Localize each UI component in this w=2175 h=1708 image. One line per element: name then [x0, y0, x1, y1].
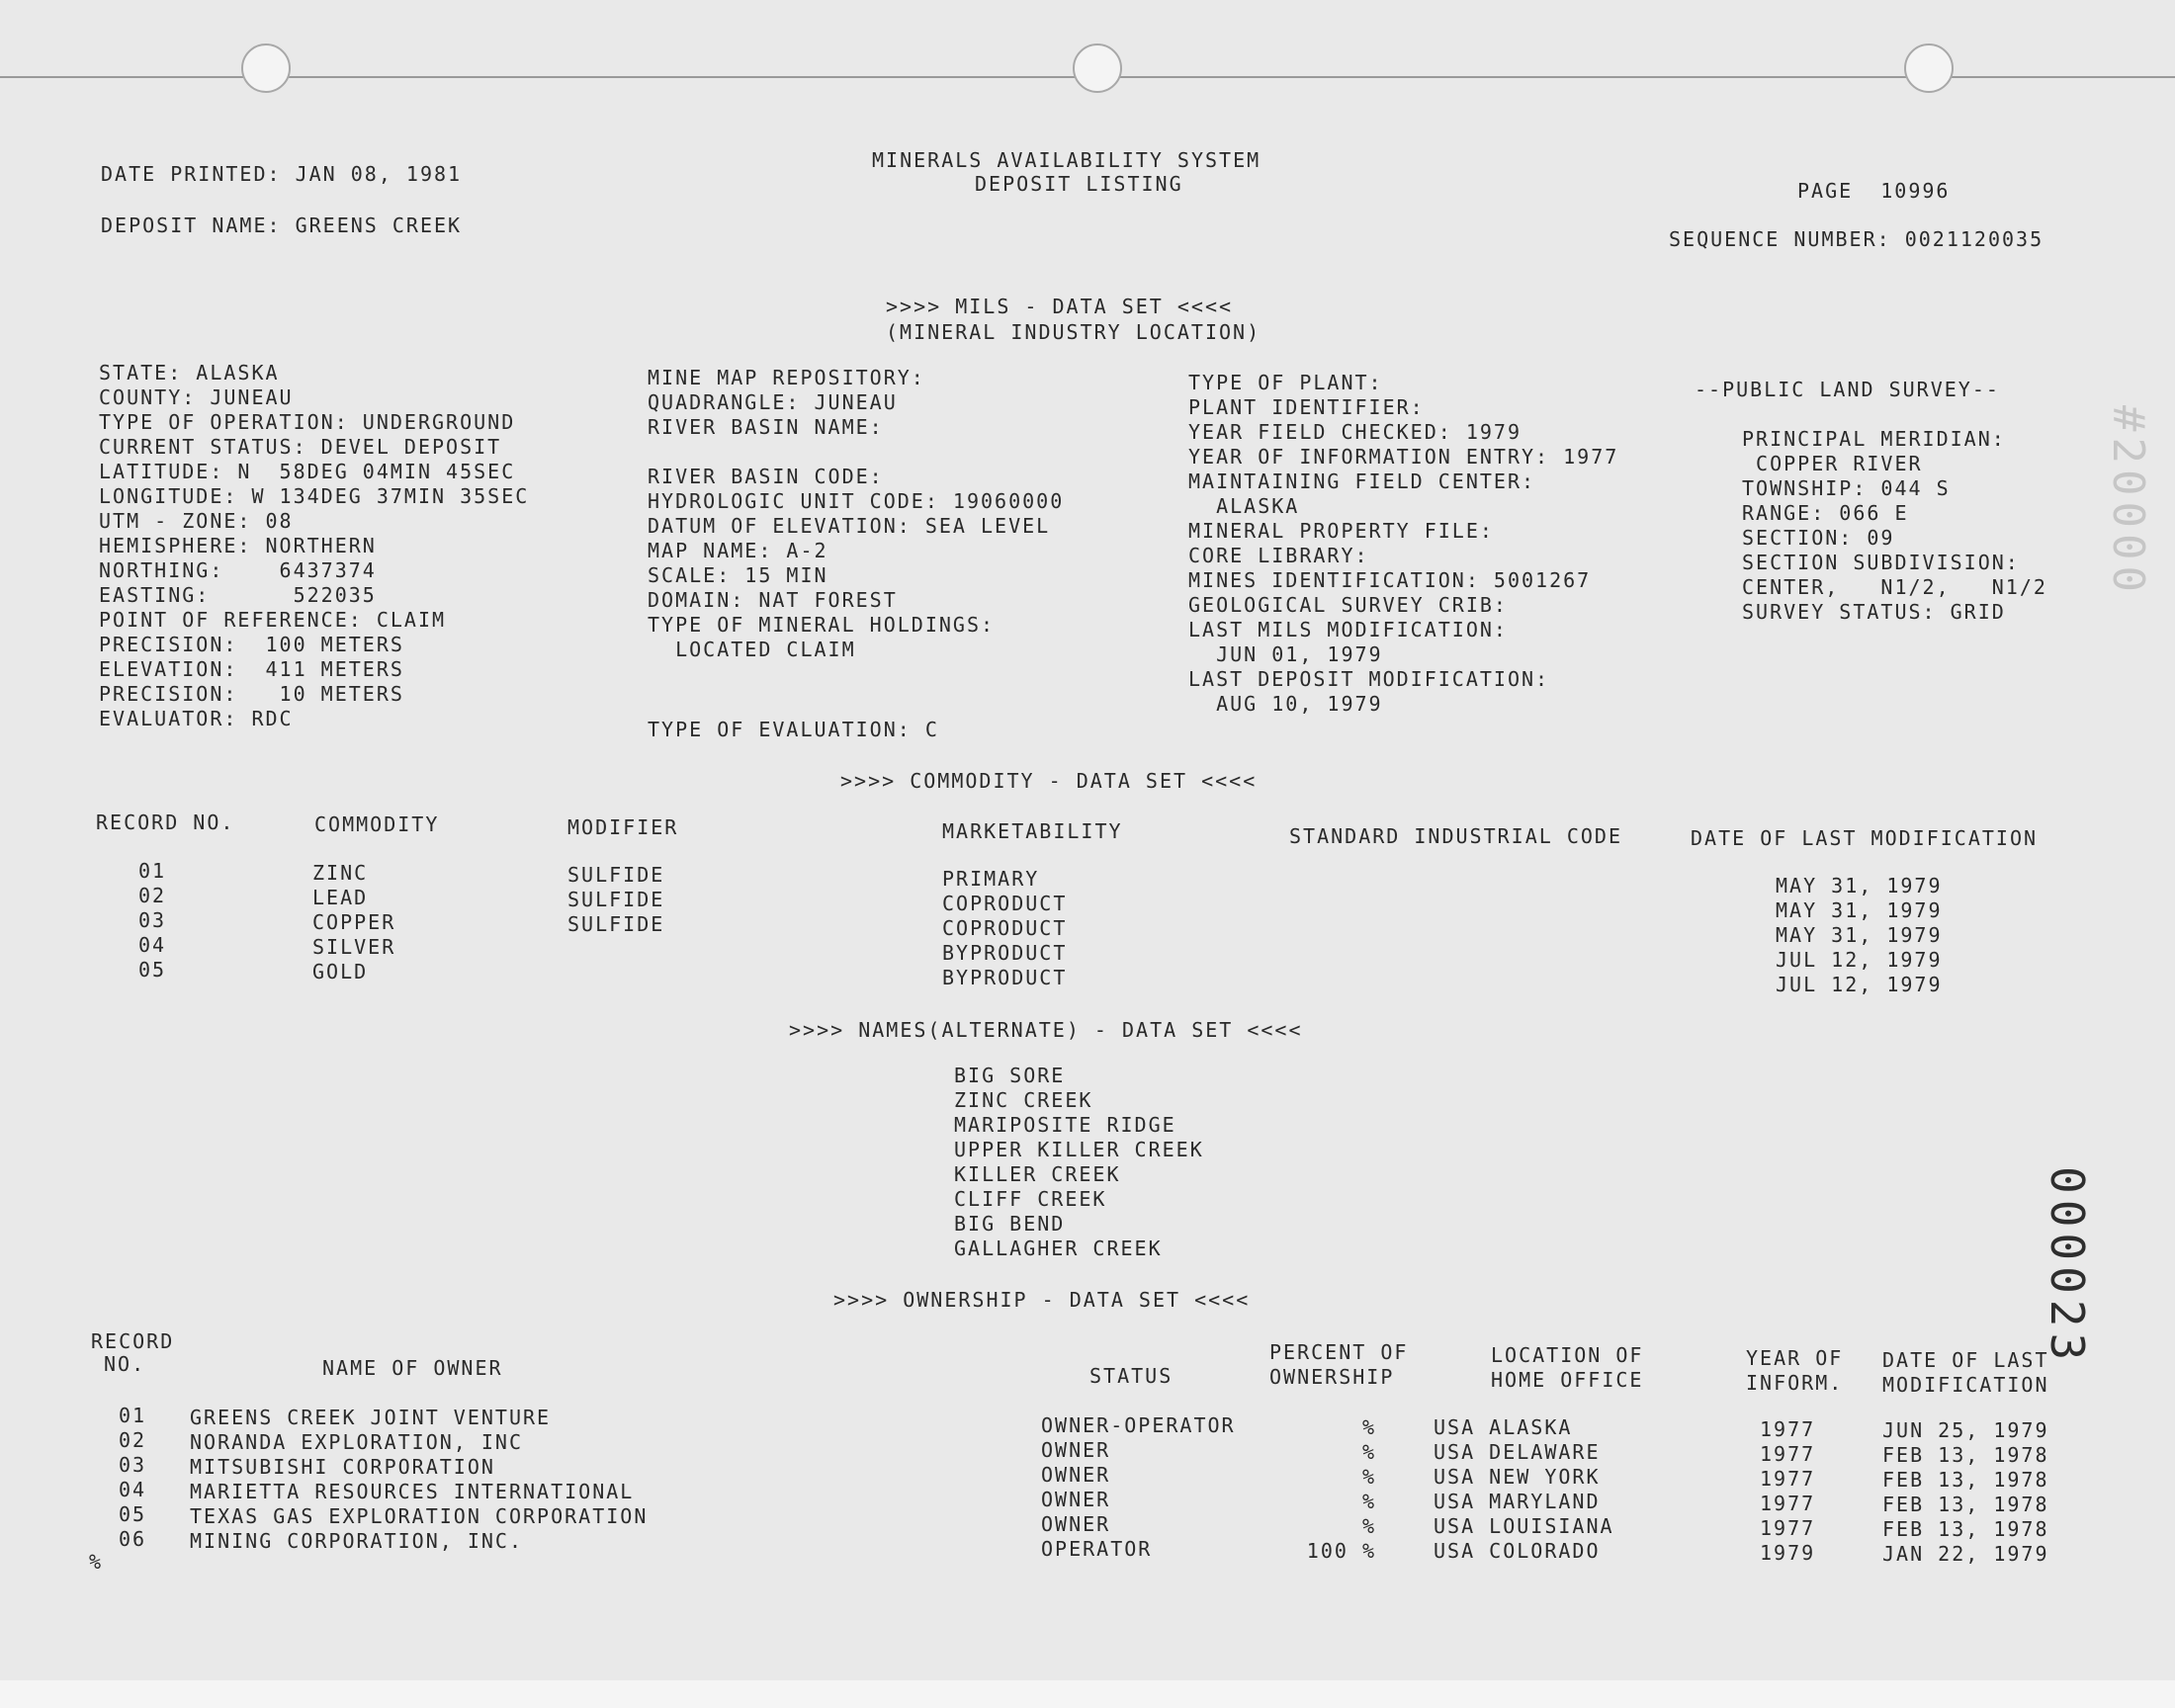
public-land-survey-title: --PUBLIC LAND SURVEY-- — [1695, 378, 2000, 401]
mils-subheading: (MINERAL INDUSTRY LOCATION) — [886, 320, 1262, 344]
table-cell: OWNER — [1041, 1463, 1111, 1487]
mils-field — [648, 440, 1064, 465]
mils-field: DOMAIN: NAT FOREST — [648, 588, 898, 612]
table-cell: 02 — [119, 1428, 147, 1452]
mils-field: COUNTY: JUNEAU — [99, 385, 294, 409]
table-cell: 1977 — [1760, 1417, 1816, 1441]
commodity-records — [138, 859, 166, 982]
mils-field: NORTHING: 6437374 — [99, 558, 377, 582]
mils-field: GEOLOGICAL SURVEY CRIB: — [1188, 593, 1508, 617]
mils-field: YEAR FIELD CHECKED: 1979 — [1188, 420, 1522, 444]
table-cell: ZINC — [312, 861, 369, 885]
ownership-header-date-2: MODIFICATION — [1882, 1373, 2049, 1397]
table-cell: % — [1361, 1415, 1376, 1439]
mils-field: QUADRANGLE: JUNEAU — [648, 390, 898, 414]
commodity-header-date: DATE OF LAST MODIFICATION — [1691, 826, 2039, 850]
mils-field: JUN 01, 1979 — [1188, 642, 1383, 666]
table-cell: SULFIDE — [567, 863, 665, 887]
table-cell: MINING CORPORATION, INC. — [190, 1529, 523, 1553]
mils-field: STATE: ALASKA — [99, 361, 280, 384]
commodity-header-record: RECORD NO. — [96, 811, 235, 834]
mils-field: RIVER BASIN NAME: — [648, 415, 884, 439]
list-item: UPPER KILLER CREEK — [954, 1138, 1204, 1161]
table-cell: USA NEW YORK — [1434, 1465, 1601, 1489]
ownership-header-location: LOCATION OF — [1491, 1343, 1644, 1367]
ownership-percent — [1297, 1415, 1376, 1564]
list-item: KILLER CREEK — [954, 1162, 1121, 1186]
ownership-header-date: DATE OF LAST — [1882, 1348, 2049, 1372]
survey-field: SECTION SUBDIVISION: — [1742, 551, 2020, 574]
table-cell: OWNER-OPERATOR — [1041, 1413, 1236, 1437]
mils-field: HYDROLOGIC UNIT CODE: 19060000 — [648, 489, 1065, 513]
table-cell: 05 — [138, 958, 167, 982]
sequence-number: SEQUENCE NUMBER: 0021120035 — [1669, 227, 2044, 251]
names-heading: >>>> NAMES(ALTERNATE) - DATA SET <<<< — [789, 1018, 1303, 1042]
list-item: MARIPOSITE RIDGE — [954, 1113, 1176, 1137]
table-cell: 1977 — [1760, 1467, 1816, 1491]
table-cell: FEB 13, 1978 — [1882, 1468, 2049, 1492]
table-cell: FEB 13, 1978 — [1882, 1443, 2049, 1467]
table-cell: COPRODUCT — [942, 892, 1068, 915]
ownership-names — [190, 1406, 648, 1554]
table-cell: % — [1361, 1465, 1376, 1489]
table-cell: FEB 13, 1978 — [1882, 1493, 2049, 1516]
table-cell: MAY 31, 1979 — [1776, 874, 1943, 897]
table-cell: 06 — [119, 1527, 147, 1551]
table-cell: % — [1361, 1490, 1376, 1513]
table-cell: GREENS CREEK JOINT VENTURE — [190, 1406, 552, 1429]
ownership-status — [1041, 1413, 1236, 1562]
faint-page-stamp: #20000 — [2103, 405, 2153, 598]
mils-field: PRECISION: 100 METERS — [99, 633, 404, 656]
table-cell: LEAD — [312, 886, 369, 909]
table-cell: MAY 31, 1979 — [1776, 923, 1943, 947]
table-cell: MITSUBISHI CORPORATION — [190, 1455, 495, 1479]
mils-field: TYPE OF OPERATION: UNDERGROUND — [99, 410, 516, 434]
table-cell: OWNER — [1041, 1512, 1111, 1536]
footer-mark: % — [89, 1550, 104, 1574]
commodity-dates — [1776, 874, 1943, 997]
list-item: BIG SORE — [954, 1064, 1066, 1087]
survey-field: CENTER, N1/2, N1/2 — [1742, 575, 2047, 599]
mils-field: CORE LIBRARY: — [1188, 544, 1369, 567]
mils-field: SCALE: 15 MIN — [648, 563, 828, 587]
mils-field: CURRENT STATUS: DEVEL DEPOSIT — [99, 435, 502, 459]
table-cell: TEXAS GAS EXPLORATION CORPORATION — [190, 1504, 649, 1528]
ownership-header-percent-2: OWNERSHIP — [1269, 1365, 1395, 1389]
mils-field: TYPE OF PLANT: — [1188, 371, 1383, 394]
mils-field: UTM - ZONE: 08 — [99, 509, 294, 533]
table-cell: MAY 31, 1979 — [1776, 898, 1943, 922]
mils-field: YEAR OF INFORMATION ENTRY: 1977 — [1188, 445, 1619, 469]
table-cell: OWNER — [1041, 1438, 1111, 1462]
table-cell: 1977 — [1760, 1442, 1816, 1466]
alternate-names-list — [954, 1064, 1204, 1261]
ownership-heading: >>>> OWNERSHIP - DATA SET <<<< — [833, 1288, 1251, 1312]
table-cell: USA LOUISIANA — [1434, 1514, 1614, 1538]
survey-field: PRINCIPAL MERIDIAN: — [1742, 427, 2006, 451]
table-cell: JUL 12, 1979 — [1776, 948, 1943, 972]
mils-field: MAINTAINING FIELD CENTER: — [1188, 470, 1536, 493]
mils-field: MINE MAP REPOSITORY: — [648, 366, 925, 389]
commodity-header-marketability: MARKETABILITY — [942, 819, 1123, 843]
commodity-marketability — [942, 867, 1067, 990]
mils-field: MINES IDENTIFICATION: 5001267 — [1188, 568, 1592, 592]
table-cell: USA COLORADO — [1434, 1539, 1601, 1563]
ownership-date — [1882, 1418, 2049, 1567]
mils-field: EVALUATOR: RDC — [99, 707, 294, 730]
ownership-header-year: YEAR OF — [1746, 1346, 1844, 1370]
table-cell: % — [1361, 1440, 1376, 1464]
table-cell: FEB 13, 1978 — [1882, 1517, 2049, 1541]
page-number: PAGE 10996 — [1797, 179, 1951, 203]
table-cell: JUN 25, 1979 — [1882, 1418, 2049, 1442]
ownership-header-status: STATUS — [1089, 1364, 1174, 1388]
mils-field: PLANT IDENTIFIER: — [1188, 395, 1425, 419]
table-cell: 02 — [138, 884, 167, 907]
mils-field: RIVER BASIN CODE: — [648, 465, 884, 488]
ownership-location — [1434, 1415, 1614, 1564]
table-cell: PRIMARY — [942, 867, 1040, 891]
mils-field: LATITUDE: N 58DEG 04MIN 45SEC — [99, 460, 516, 483]
mils-column-plant — [1188, 371, 1618, 717]
deposit-name: DEPOSIT NAME: GREENS CREEK — [101, 214, 463, 237]
table-cell: OPERATOR — [1041, 1537, 1153, 1561]
mils-field: MAP NAME: A-2 — [648, 539, 828, 562]
ownership-header-name: NAME OF OWNER — [322, 1356, 503, 1380]
table-cell: 100 % — [1306, 1539, 1376, 1563]
ownership-header-record-no: NO. — [104, 1352, 146, 1376]
list-item: GALLAGHER CREEK — [954, 1237, 1163, 1260]
mils-field: ELEVATION: 411 METERS — [99, 657, 404, 681]
list-item: CLIFF CREEK — [954, 1187, 1107, 1211]
mils-column-map — [648, 366, 1064, 662]
survey-field: TOWNSHIP: 044 S — [1742, 476, 1951, 500]
table-cell: NORANDA EXPLORATION, INC — [190, 1430, 523, 1454]
table-cell: 03 — [138, 908, 167, 932]
mils-column-location — [99, 361, 529, 731]
table-cell: 01 — [119, 1404, 147, 1427]
mils-field: LONGITUDE: W 134DEG 37MIN 35SEC — [99, 484, 530, 508]
table-cell: % — [1361, 1514, 1376, 1538]
mils-field: TYPE OF MINERAL HOLDINGS: — [648, 613, 996, 637]
commodity-names — [312, 861, 395, 984]
table-cell: SILVER — [312, 935, 396, 959]
commodity-modifiers — [567, 863, 664, 937]
commodity-heading: >>>> COMMODITY - DATA SET <<<< — [840, 769, 1258, 793]
commodity-header-commodity: COMMODITY — [314, 812, 440, 836]
list-item: ZINC CREEK — [954, 1088, 1093, 1112]
listing-title: DEPOSIT LISTING — [975, 172, 1183, 196]
mils-field: EASTING: 522035 — [99, 583, 377, 607]
punch-hole — [241, 43, 291, 93]
mils-heading: >>>> MILS - DATA SET <<<< — [886, 295, 1234, 318]
table-cell: 1977 — [1760, 1492, 1816, 1515]
mils-field: POINT OF REFERENCE: CLAIM — [99, 608, 447, 632]
system-title: MINERALS AVAILABILITY SYSTEM — [872, 148, 1262, 172]
ownership-header-percent: PERCENT OF — [1269, 1340, 1409, 1364]
scan-margin — [0, 1680, 2175, 1708]
mils-field: PRECISION: 10 METERS — [99, 682, 404, 706]
mils-field: HEMISPHERE: NORTHERN — [99, 534, 377, 557]
ownership-records — [119, 1404, 146, 1552]
survey-field: RANGE: 066 E — [1742, 501, 1909, 525]
survey-field: SURVEY STATUS: GRID — [1742, 600, 2006, 624]
ownership-header-location-2: HOME OFFICE — [1491, 1368, 1644, 1392]
page-stamp: 000023 — [2041, 1166, 2094, 1367]
table-cell: USA ALASKA — [1434, 1415, 1573, 1439]
table-cell: COPPER — [312, 910, 396, 934]
table-cell: MARIETTA RESOURCES INTERNATIONAL — [190, 1480, 635, 1503]
table-cell: USA DELAWARE — [1434, 1440, 1601, 1464]
date-printed: DATE PRINTED: JAN 08, 1981 — [101, 162, 463, 186]
table-cell: BYPRODUCT — [942, 966, 1068, 989]
mils-field: AUG 10, 1979 — [1188, 692, 1383, 716]
survey-field: SECTION: 09 — [1742, 526, 1895, 550]
table-cell: SULFIDE — [567, 912, 665, 936]
table-cell: 03 — [119, 1453, 147, 1477]
table-cell: 01 — [138, 859, 167, 883]
table-cell: USA MARYLAND — [1434, 1490, 1601, 1513]
commodity-header-sic: STANDARD INDUSTRIAL CODE — [1289, 824, 1622, 848]
table-cell: OWNER — [1041, 1488, 1111, 1511]
table-cell: 04 — [138, 933, 167, 957]
table-cell: 1979 — [1760, 1541, 1816, 1565]
table-cell: 04 — [119, 1478, 147, 1501]
table-cell: COPRODUCT — [942, 916, 1068, 940]
commodity-header-modifier: MODIFIER — [567, 815, 679, 839]
table-cell: BYPRODUCT — [942, 941, 1068, 965]
table-cell: 1977 — [1760, 1516, 1816, 1540]
ownership-year — [1760, 1417, 1815, 1566]
mils-field: MINERAL PROPERTY FILE: — [1188, 519, 1494, 543]
mils-column-survey — [1742, 427, 2047, 625]
table-cell: SULFIDE — [567, 888, 665, 911]
mils-field: LOCATED CLAIM — [648, 638, 856, 661]
survey-field: COPPER RIVER — [1742, 452, 1923, 475]
mils-field: LAST MILS MODIFICATION: — [1188, 618, 1508, 641]
table-cell: JAN 22, 1979 — [1882, 1542, 2049, 1566]
punch-hole — [1904, 43, 1954, 93]
table-cell: JUL 12, 1979 — [1776, 973, 1943, 996]
mils-field: DATUM OF ELEVATION: SEA LEVEL — [648, 514, 1051, 538]
table-cell: GOLD — [312, 960, 369, 983]
table-cell: 05 — [119, 1502, 147, 1526]
mils-field: LAST DEPOSIT MODIFICATION: — [1188, 667, 1550, 691]
punch-hole — [1073, 43, 1122, 93]
ownership-header-year-2: INFORM. — [1746, 1371, 1844, 1395]
ownership-header-record: RECORD — [91, 1329, 175, 1353]
type-of-evaluation: TYPE OF EVALUATION: C — [648, 718, 939, 741]
list-item: BIG BEND — [954, 1212, 1066, 1236]
mils-field: ALASKA — [1188, 494, 1300, 518]
